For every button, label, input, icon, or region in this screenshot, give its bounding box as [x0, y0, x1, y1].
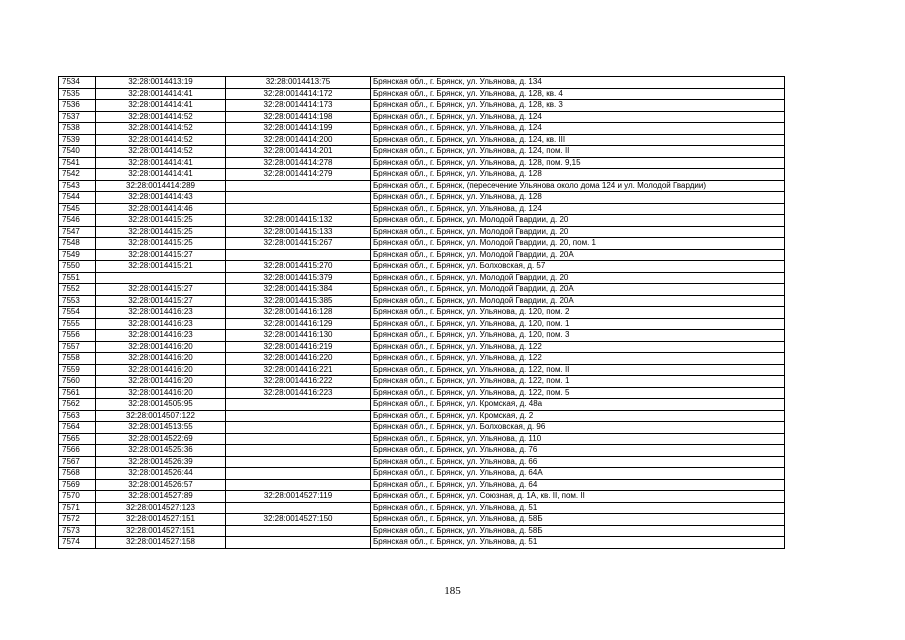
land-cadastral-number-cell: 32:28:0014416:20: [96, 341, 226, 353]
land-cadastral-number-cell: 32:28:0014415:25: [96, 238, 226, 250]
address-cell: Брянская обл., г. Брянск, ул. Ульянова, д. 120, пом. 3: [371, 330, 785, 342]
land-cadastral-number-cell: 32:28:0014416:20: [96, 376, 226, 388]
object-cadastral-number-cell: 32:28:0014416:222: [226, 376, 371, 388]
object-cadastral-number-cell: [226, 479, 371, 491]
object-cadastral-number-cell: 32:28:0014414:278: [226, 157, 371, 169]
object-cadastral-number-cell: 32:28:0014413:75: [226, 77, 371, 89]
row-number-cell: 7536: [59, 100, 96, 112]
table-row: [59, 514, 785, 526]
table-row: [59, 215, 785, 227]
row-number-cell: 7554: [59, 307, 96, 319]
address-cell: Брянская обл., г. Брянск, ул. Кромская, д. 48а: [371, 399, 785, 411]
address-cell: Брянская обл., г. Брянск, ул. Ульянова, д. 66: [371, 456, 785, 468]
land-cadastral-number-cell: 32:28:0014525:36: [96, 445, 226, 457]
address-cell: Брянская обл., г. Брянск, ул. Ульянова, д. 51: [371, 537, 785, 549]
address-cell: Брянская обл., г. Брянск, ул. Ульянова, д. 110: [371, 433, 785, 445]
table-row: [59, 525, 785, 537]
register-table-body: [59, 77, 785, 549]
land-cadastral-number-cell: 32:28:0014415:25: [96, 226, 226, 238]
object-cadastral-number-cell: [226, 249, 371, 261]
address-cell: Брянская обл., г. Брянск, ул. Молодой Гвардии, д. 20А: [371, 295, 785, 307]
row-number-cell: 7566: [59, 445, 96, 457]
table-row: [59, 180, 785, 192]
address-cell: Брянская обл., г. Брянск, ул. Кромская, д. 2: [371, 410, 785, 422]
address-cell: Брянская обл., г. Брянск, ул. Ульянова, д. 51: [371, 502, 785, 514]
row-number-cell: 7574: [59, 537, 96, 549]
address-cell: Брянская обл., г. Брянск, ул. Ульянова, д. 122, пом. 1: [371, 376, 785, 388]
table-row: [59, 77, 785, 89]
object-cadastral-number-cell: 32:28:0014415:133: [226, 226, 371, 238]
object-cadastral-number-cell: [226, 502, 371, 514]
land-cadastral-number-cell: 32:28:0014415:27: [96, 295, 226, 307]
object-cadastral-number-cell: 32:28:0014416:129: [226, 318, 371, 330]
table-row: [59, 456, 785, 468]
object-cadastral-number-cell: 32:28:0014414:172: [226, 88, 371, 100]
land-cadastral-number-cell: 32:28:0014416:23: [96, 330, 226, 342]
object-cadastral-number-cell: 32:28:0014527:150: [226, 514, 371, 526]
row-number-cell: 7562: [59, 399, 96, 411]
object-cadastral-number-cell: 32:28:0014415:384: [226, 284, 371, 296]
land-cadastral-number-cell: 32:28:0014527:151: [96, 525, 226, 537]
object-cadastral-number-cell: 32:28:0014415:385: [226, 295, 371, 307]
table-row: [59, 192, 785, 204]
row-number-cell: 7539: [59, 134, 96, 146]
land-cadastral-number-cell: 32:28:0014415:27: [96, 284, 226, 296]
row-number-cell: 7541: [59, 157, 96, 169]
table-row: [59, 502, 785, 514]
object-cadastral-number-cell: [226, 399, 371, 411]
row-number-cell: 7567: [59, 456, 96, 468]
address-cell: Брянская обл., г. Брянск, ул. Союзная, д. 1А, кв. II, пом. II: [371, 491, 785, 503]
object-cadastral-number-cell: [226, 422, 371, 434]
object-cadastral-number-cell: 32:28:0014415:379: [226, 272, 371, 284]
object-cadastral-number-cell: 32:28:0014416:223: [226, 387, 371, 399]
address-cell: Брянская обл., г. Брянск, ул. Ульянова, д. 128, пом. 9,15: [371, 157, 785, 169]
land-cadastral-number-cell: 32:28:0014526:57: [96, 479, 226, 491]
table-row: [59, 123, 785, 135]
row-number-cell: 7570: [59, 491, 96, 503]
table-row: [59, 111, 785, 123]
table-row: [59, 88, 785, 100]
object-cadastral-number-cell: 32:28:0014414:201: [226, 146, 371, 158]
table-row: [59, 341, 785, 353]
row-number-cell: 7538: [59, 123, 96, 135]
object-cadastral-number-cell: 32:28:0014414:173: [226, 100, 371, 112]
object-cadastral-number-cell: 32:28:0014416:219: [226, 341, 371, 353]
land-cadastral-number-cell: 32:28:0014527:89: [96, 491, 226, 503]
address-cell: Брянская обл., г. Брянск, ул. Молодой Гвардии, д. 20: [371, 272, 785, 284]
row-number-cell: 7572: [59, 514, 96, 526]
row-number-cell: 7543: [59, 180, 96, 192]
object-cadastral-number-cell: [226, 433, 371, 445]
address-cell: Брянская обл., г. Брянск, ул. Ульянова, д. 76: [371, 445, 785, 457]
table-row: [59, 376, 785, 388]
row-number-cell: 7553: [59, 295, 96, 307]
row-number-cell: 7560: [59, 376, 96, 388]
land-cadastral-number-cell: 32:28:0014416:23: [96, 307, 226, 319]
land-cadastral-number-cell: 32:28:0014414:41: [96, 169, 226, 181]
object-cadastral-number-cell: [226, 192, 371, 204]
row-number-cell: 7545: [59, 203, 96, 215]
object-cadastral-number-cell: [226, 525, 371, 537]
row-number-cell: 7568: [59, 468, 96, 480]
land-cadastral-number-cell: 32:28:0014416:20: [96, 387, 226, 399]
object-cadastral-number-cell: [226, 203, 371, 215]
table-row: [59, 410, 785, 422]
table-row: [59, 479, 785, 491]
land-cadastral-number-cell: 32:28:0014414:52: [96, 146, 226, 158]
address-cell: Брянская обл., г. Брянск, ул. Ульянова, д. 124: [371, 203, 785, 215]
table-row: [59, 399, 785, 411]
land-cadastral-number-cell: 32:28:0014414:43: [96, 192, 226, 204]
object-cadastral-number-cell: 32:28:0014414:199: [226, 123, 371, 135]
row-number-cell: 7549: [59, 249, 96, 261]
row-number-cell: 7546: [59, 215, 96, 227]
table-row: [59, 284, 785, 296]
land-cadastral-number-cell: 32:28:0014414:52: [96, 134, 226, 146]
table-row: [59, 100, 785, 112]
land-cadastral-number-cell: 32:28:0014416:20: [96, 353, 226, 365]
object-cadastral-number-cell: [226, 180, 371, 192]
address-cell: Брянская обл., г. Брянск, ул. Ульянова, д. 120, пом. 1: [371, 318, 785, 330]
cadastral-register-table: [58, 76, 785, 549]
land-cadastral-number-cell: 32:28:0014414:289: [96, 180, 226, 192]
address-cell: Брянская обл., г. Брянск, ул. Ульянова, д. 58Б: [371, 514, 785, 526]
address-cell: Брянская обл., г. Брянск, ул. Ульянова, д. 64А: [371, 468, 785, 480]
address-cell: Брянская обл., г. Брянск, ул. Молодой Гвардии, д. 20А: [371, 249, 785, 261]
address-cell: Брянская обл., г. Брянск, ул. Ульянова, д. 120, пом. 2: [371, 307, 785, 319]
table-row: [59, 146, 785, 158]
address-cell: Брянская обл., г. Брянск, ул. Ульянова, д. 128: [371, 192, 785, 204]
object-cadastral-number-cell: 32:28:0014416:128: [226, 307, 371, 319]
object-cadastral-number-cell: 32:28:0014527:119: [226, 491, 371, 503]
table-row: [59, 330, 785, 342]
row-number-cell: 7552: [59, 284, 96, 296]
land-cadastral-number-cell: 32:28:0014507:122: [96, 410, 226, 422]
row-number-cell: 7542: [59, 169, 96, 181]
object-cadastral-number-cell: [226, 537, 371, 549]
table-row: [59, 203, 785, 215]
row-number-cell: 7548: [59, 238, 96, 250]
row-number-cell: 7565: [59, 433, 96, 445]
address-cell: Брянская обл., г. Брянск, ул. Ульянова, д. 122, пом. II: [371, 364, 785, 376]
address-cell: Брянская обл., г. Брянск, ул. Ульянова, д. 128: [371, 169, 785, 181]
land-cadastral-number-cell: 32:28:0014416:23: [96, 318, 226, 330]
land-cadastral-number-cell: 32:28:0014505:95: [96, 399, 226, 411]
table-row: [59, 157, 785, 169]
land-cadastral-number-cell: 32:28:0014414:41: [96, 88, 226, 100]
land-cadastral-number-cell: [96, 272, 226, 284]
address-cell: Брянская обл., г. Брянск, ул. Болховская, д. 96: [371, 422, 785, 434]
object-cadastral-number-cell: [226, 445, 371, 457]
row-number-cell: 7537: [59, 111, 96, 123]
table-row: [59, 249, 785, 261]
table-row: [59, 238, 785, 250]
row-number-cell: 7544: [59, 192, 96, 204]
address-cell: Брянская обл., г. Брянск, ул. Ульянова, д. 58Б: [371, 525, 785, 537]
address-cell: Брянская обл., г. Брянск, ул. Ульянова, д. 122: [371, 341, 785, 353]
land-cadastral-number-cell: 32:28:0014413:19: [96, 77, 226, 89]
row-number-cell: 7551: [59, 272, 96, 284]
row-number-cell: 7555: [59, 318, 96, 330]
land-cadastral-number-cell: 32:28:0014415:21: [96, 261, 226, 273]
address-cell: Брянская обл., г. Брянск, ул. Молодой Гвардии, д. 20: [371, 215, 785, 227]
table-row: [59, 468, 785, 480]
land-cadastral-number-cell: 32:28:0014414:46: [96, 203, 226, 215]
land-cadastral-number-cell: 32:28:0014527:123: [96, 502, 226, 514]
table-row: [59, 307, 785, 319]
table-row: [59, 445, 785, 457]
table-row: [59, 433, 785, 445]
land-cadastral-number-cell: 32:28:0014416:20: [96, 364, 226, 376]
address-cell: Брянская обл., г. Брянск, (пересечение Ульянова около дома 124 и ул. Молодой Гвардии): [371, 180, 785, 192]
object-cadastral-number-cell: [226, 410, 371, 422]
address-cell: Брянская обл., г. Брянск, ул. Болховская, д. 57: [371, 261, 785, 273]
row-number-cell: 7556: [59, 330, 96, 342]
table-row: [59, 226, 785, 238]
table-row: [59, 272, 785, 284]
object-cadastral-number-cell: 32:28:0014415:270: [226, 261, 371, 273]
row-number-cell: 7535: [59, 88, 96, 100]
table-row: [59, 491, 785, 503]
land-cadastral-number-cell: 32:28:0014414:52: [96, 123, 226, 135]
object-cadastral-number-cell: 32:28:0014414:198: [226, 111, 371, 123]
land-cadastral-number-cell: 32:28:0014526:44: [96, 468, 226, 480]
object-cadastral-number-cell: 32:28:0014414:200: [226, 134, 371, 146]
address-cell: Брянская обл., г. Брянск, ул. Ульянова, д. 128, кв. 4: [371, 88, 785, 100]
table-row: [59, 387, 785, 399]
page-number: 185: [444, 585, 461, 597]
object-cadastral-number-cell: 32:28:0014416:220: [226, 353, 371, 365]
address-cell: Брянская обл., г. Брянск, ул. Ульянова, д. 122: [371, 353, 785, 365]
row-number-cell: 7573: [59, 525, 96, 537]
row-number-cell: 7540: [59, 146, 96, 158]
row-number-cell: 7559: [59, 364, 96, 376]
land-cadastral-number-cell: 32:28:0014527:158: [96, 537, 226, 549]
address-cell: Брянская обл., г. Брянск, ул. Ульянова, д. 124: [371, 123, 785, 135]
address-cell: Брянская обл., г. Брянск, ул. Ульянова, д. 124: [371, 111, 785, 123]
land-cadastral-number-cell: 32:28:0014414:41: [96, 100, 226, 112]
row-number-cell: 7564: [59, 422, 96, 434]
row-number-cell: 7557: [59, 341, 96, 353]
address-cell: Брянская обл., г. Брянск, ул. Ульянова, д. 128, кв. 3: [371, 100, 785, 112]
address-cell: Брянская обл., г. Брянск, ул. Молодой Гвардии, д. 20, пом. 1: [371, 238, 785, 250]
object-cadastral-number-cell: 32:28:0014415:132: [226, 215, 371, 227]
table-row: [59, 364, 785, 376]
table-row: [59, 353, 785, 365]
row-number-cell: 7558: [59, 353, 96, 365]
object-cadastral-number-cell: [226, 468, 371, 480]
address-cell: Брянская обл., г. Брянск, ул. Молодой Гвардии, д. 20А: [371, 284, 785, 296]
row-number-cell: 7563: [59, 410, 96, 422]
land-cadastral-number-cell: 32:28:0014414:41: [96, 157, 226, 169]
land-cadastral-number-cell: 32:28:0014526:39: [96, 456, 226, 468]
row-number-cell: 7569: [59, 479, 96, 491]
address-cell: Брянская обл., г. Брянск, ул. Ульянова, д. 64: [371, 479, 785, 491]
land-cadastral-number-cell: 32:28:0014522:69: [96, 433, 226, 445]
table-row: [59, 261, 785, 273]
land-cadastral-number-cell: 32:28:0014414:52: [96, 111, 226, 123]
row-number-cell: 7550: [59, 261, 96, 273]
object-cadastral-number-cell: 32:28:0014414:279: [226, 169, 371, 181]
land-cadastral-number-cell: 32:28:0014513:55: [96, 422, 226, 434]
row-number-cell: 7547: [59, 226, 96, 238]
object-cadastral-number-cell: 32:28:0014416:221: [226, 364, 371, 376]
row-number-cell: 7571: [59, 502, 96, 514]
table-row: [59, 318, 785, 330]
object-cadastral-number-cell: 32:28:0014416:130: [226, 330, 371, 342]
row-number-cell: 7534: [59, 77, 96, 89]
address-cell: Брянская обл., г. Брянск, ул. Ульянова, д. 134: [371, 77, 785, 89]
address-cell: Брянская обл., г. Брянск, ул. Ульянова, д. 124, кв. III: [371, 134, 785, 146]
object-cadastral-number-cell: [226, 456, 371, 468]
land-cadastral-number-cell: 32:28:0014415:25: [96, 215, 226, 227]
table-row: [59, 295, 785, 307]
land-cadastral-number-cell: 32:28:0014527:151: [96, 514, 226, 526]
table-row: [59, 537, 785, 549]
address-cell: Брянская обл., г. Брянск, ул. Ульянова, д. 124, пом. II: [371, 146, 785, 158]
land-cadastral-number-cell: 32:28:0014415:27: [96, 249, 226, 261]
table-row: [59, 422, 785, 434]
table-row: [59, 134, 785, 146]
table-row: [59, 169, 785, 181]
row-number-cell: 7561: [59, 387, 96, 399]
address-cell: Брянская обл., г. Брянск, ул. Ульянова, д. 122, пом. 5: [371, 387, 785, 399]
object-cadastral-number-cell: 32:28:0014415:267: [226, 238, 371, 250]
address-cell: Брянская обл., г. Брянск, ул. Молодой Гвардии, д. 20: [371, 226, 785, 238]
